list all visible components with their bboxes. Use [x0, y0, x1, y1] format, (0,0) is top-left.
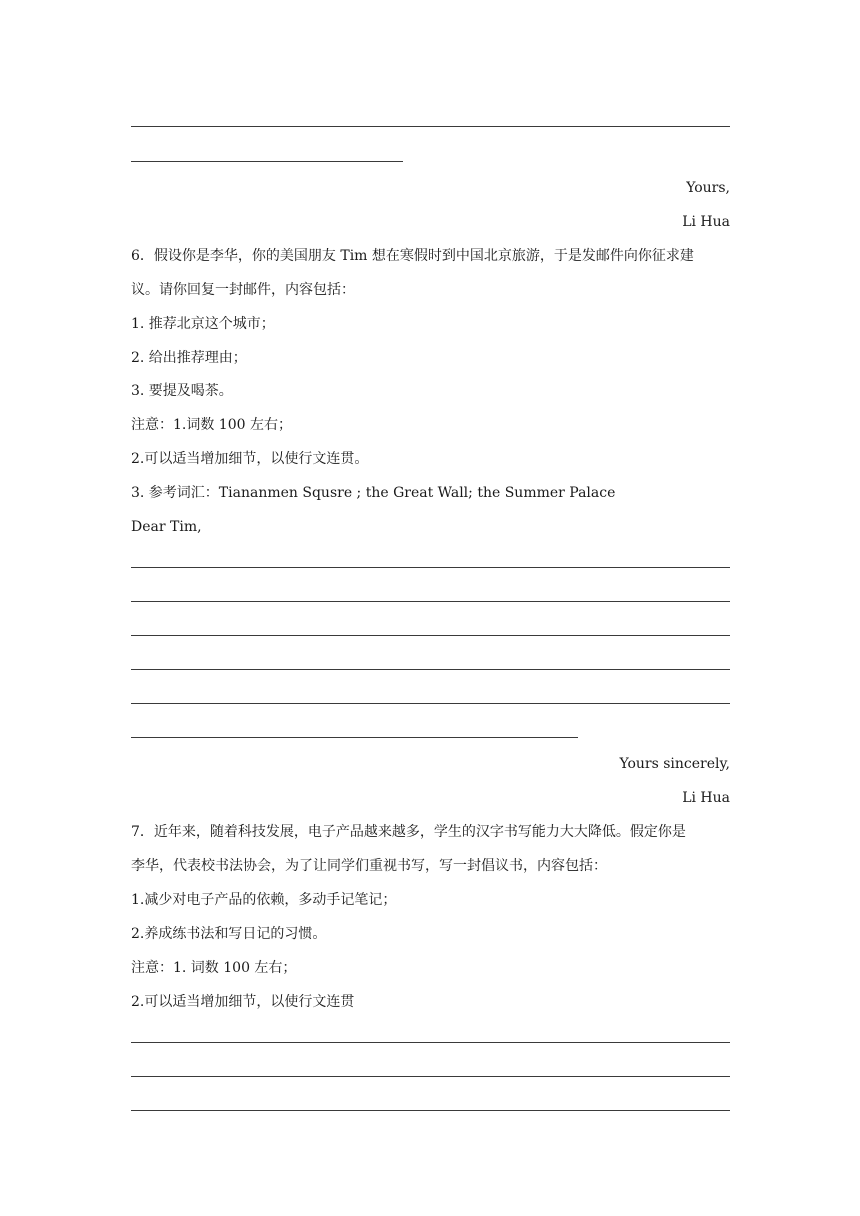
answer-line: [131, 1076, 730, 1077]
signoff-name: Li Hua: [682, 214, 730, 230]
answer-line: [131, 126, 730, 127]
q6-note-1: 注意：1.词数 100 左右；: [131, 417, 292, 433]
worksheet-page: [131, 0, 730, 1216]
q6-greeting: Dear Tim,: [131, 519, 202, 535]
q7-prompt-line-1: 7．近年来，随着科技发展，电子产品越来越多，学生的汉字书写能力大大降低。假定你是: [131, 824, 686, 840]
q6-note-3: 3. 参考词汇：Tiananmen Squsre ; the Great Wall; the Summer Palace: [131, 485, 616, 501]
q6-signoff-name: Li Hua: [682, 790, 730, 806]
answer-line: [131, 601, 730, 602]
answer-line: [131, 635, 730, 636]
q6-note-2: 2.可以适当增加细节，以使行文连贯。: [131, 451, 369, 467]
q7-item-1: 1.减少对电子产品的依赖，多动手记笔记；: [131, 892, 397, 908]
answer-line: [131, 669, 730, 670]
q7-note-2: 2.可以适当增加细节，以使行文连贯: [131, 994, 355, 1010]
q6-item-1: 1. 推荐北京这个城市；: [131, 316, 275, 332]
answer-line: [131, 1042, 730, 1043]
q6-prompt-line-2: 议。请你回复一封邮件，内容包括：: [131, 282, 355, 298]
signoff-closing: Yours,: [686, 180, 730, 196]
answer-line: [131, 567, 730, 568]
q7-item-2: 2.养成练书法和写日记的习惯。: [131, 926, 327, 942]
answer-line: [131, 703, 730, 704]
q6-signoff-closing: Yours sincerely,: [619, 756, 730, 772]
q7-prompt-line-2: 李华，代表校书法协会，为了让同学们重视书写，写一封倡议书，内容包括：: [131, 858, 607, 874]
q6-item-3: 3. 要提及喝茶。: [131, 383, 233, 399]
q7-note-1: 注意：1. 词数 100 左右；: [131, 960, 297, 976]
answer-line-short: [131, 737, 578, 738]
answer-line: [131, 1110, 730, 1111]
q6-prompt-line-1: 6．假设你是李华，你的美国朋友 Tim 想在寒假时到中国北京旅游，于是发邮件向你征求建: [131, 248, 694, 264]
answer-line-short: [131, 161, 403, 162]
q6-item-2: 2. 给出推荐理由；: [131, 350, 247, 366]
